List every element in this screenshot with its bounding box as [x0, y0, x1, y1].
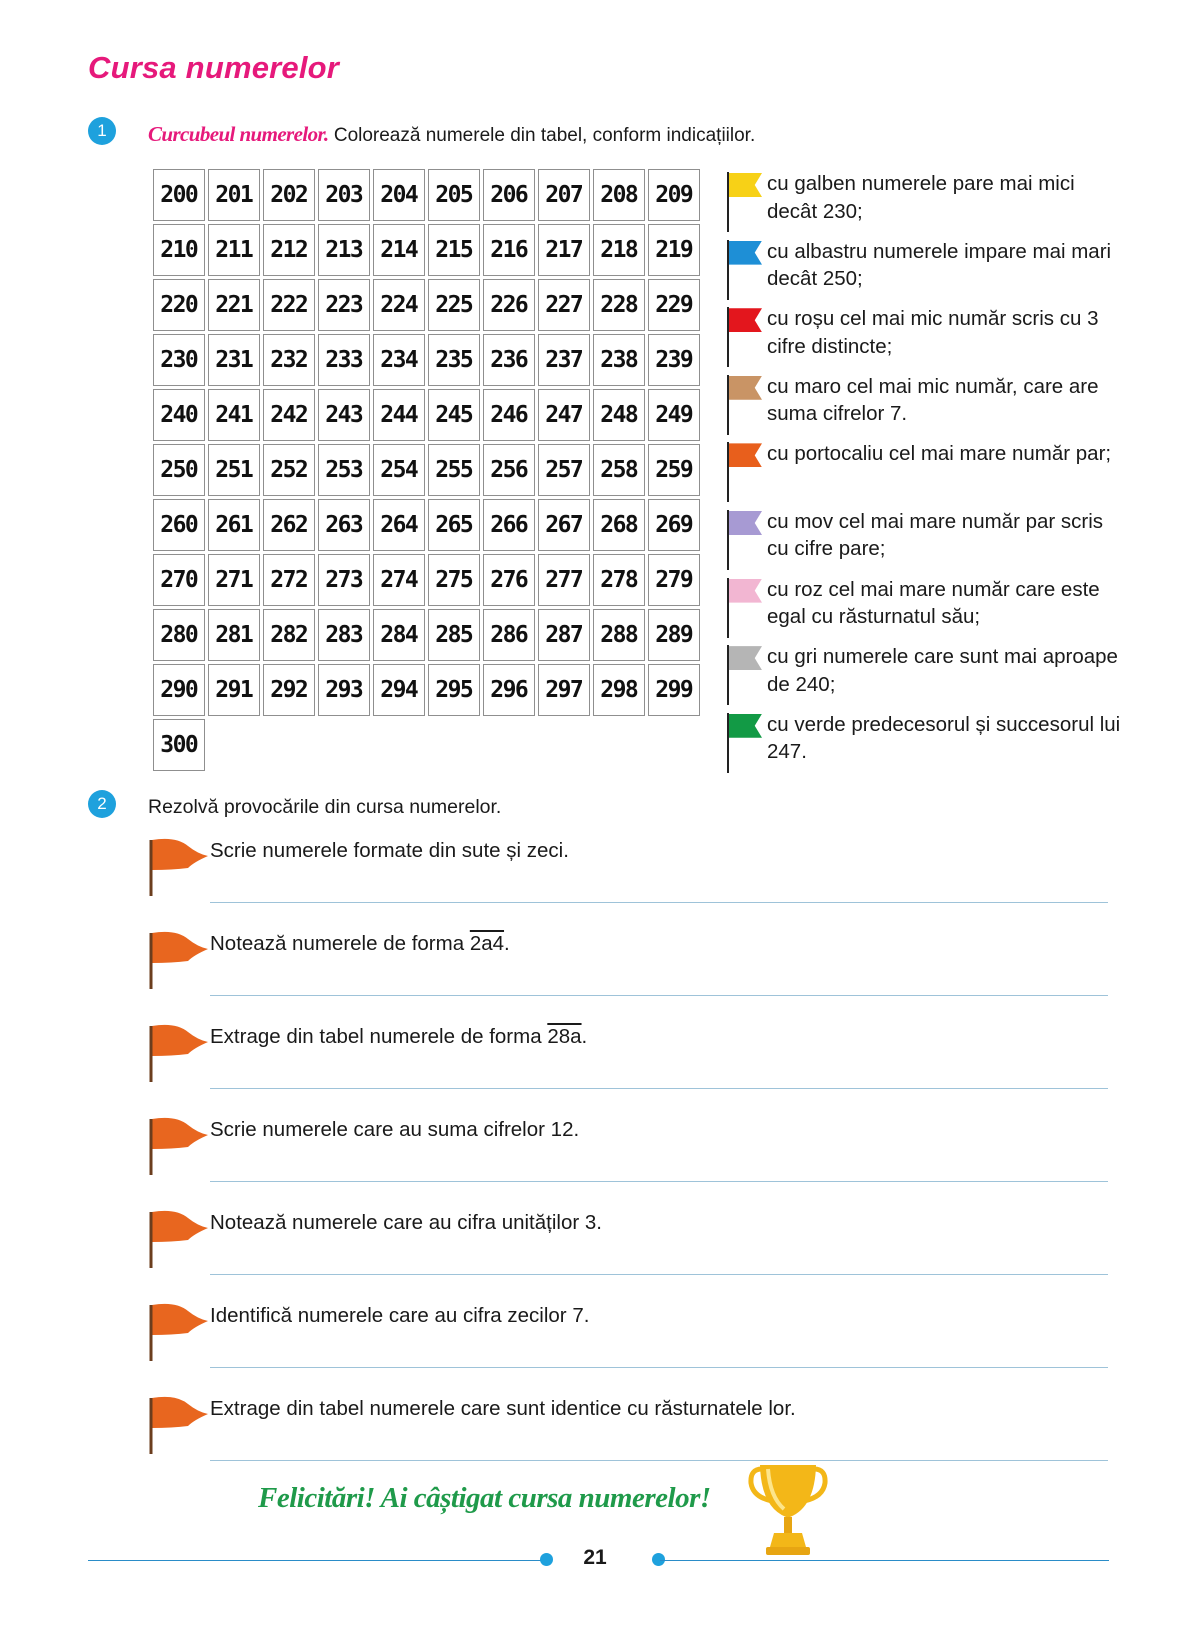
grid-cell[interactable]: 249	[648, 389, 700, 441]
grid-cell[interactable]: 229	[648, 279, 700, 331]
flag-icon	[729, 511, 762, 535]
grid-cell[interactable]: 248	[593, 389, 645, 441]
grid-cell[interactable]: 272	[263, 554, 315, 606]
legend-text: cu roșu cel mai mic număr scris cu 3 cifre distincte;	[767, 307, 1099, 358]
grid-cell[interactable]: 260	[153, 499, 205, 551]
grid-cell[interactable]: 203	[318, 169, 370, 221]
task-suffix: .	[581, 1025, 588, 1048]
grid-cell[interactable]: 285	[428, 609, 480, 661]
flag-pole	[727, 375, 729, 435]
grid-cell[interactable]: 244	[373, 389, 425, 441]
answer-line[interactable]	[210, 1181, 1108, 1182]
grid-cell[interactable]: 222	[263, 279, 315, 331]
answer-line[interactable]	[210, 1367, 1108, 1368]
flag-pole	[727, 578, 729, 638]
task-item	[148, 1022, 1108, 1116]
task-suffix: .	[504, 932, 510, 955]
legend-item	[727, 643, 1127, 711]
legend-item	[727, 305, 1127, 373]
grid-cell[interactable]: 213	[318, 224, 370, 276]
grid-cell[interactable]: 226	[483, 279, 535, 331]
grid-cell[interactable]: 258	[593, 444, 645, 496]
legend-text: cu albastru numerele impare mai mari decât 250;	[767, 239, 1112, 291]
flag-icon	[729, 376, 762, 400]
grid-cell[interactable]: 218	[593, 224, 645, 276]
page-number: 21	[583, 1546, 607, 1569]
number-pattern: 2a4	[469, 932, 505, 955]
flag-icon	[729, 714, 762, 738]
task-label: Scrie numerele formate din sute și zeci.	[210, 839, 569, 862]
grid-cell[interactable]: 256	[483, 444, 535, 496]
grid-cell[interactable]: 205	[428, 169, 480, 221]
legend-item	[727, 238, 1127, 306]
task-text	[210, 1397, 796, 1421]
flag-pole	[727, 645, 729, 705]
grid-cell[interactable]: 251	[208, 444, 260, 496]
exercise-number-badge: 1	[88, 117, 116, 145]
legend-item	[727, 170, 1127, 238]
grid-cell[interactable]: 252	[263, 444, 315, 496]
exercise-1-keyword: Curcubeul numerelor.	[148, 122, 329, 146]
grid-cell[interactable]: 243	[318, 389, 370, 441]
flag-icon	[729, 579, 762, 603]
grid-cell[interactable]: 246	[483, 389, 535, 441]
color-legend	[727, 170, 1127, 778]
grid-cell[interactable]: 242	[263, 389, 315, 441]
grid-cell[interactable]: 273	[318, 554, 370, 606]
grid-cell[interactable]: 296	[483, 664, 535, 716]
grid-cell[interactable]: 253	[318, 444, 370, 496]
legend-item	[727, 440, 1127, 508]
task-label: Extrage din tabel numerele care sunt identice cu răsturnatele lor.	[210, 1397, 796, 1420]
task-text	[210, 932, 510, 956]
grid-cell[interactable]: 240	[153, 389, 205, 441]
grid-cell[interactable]: 284	[373, 609, 425, 661]
task-label: Scrie numerele care au suma cifrelor 12.	[210, 1118, 580, 1141]
exercise-1-instruction	[148, 122, 755, 147]
flag-pole	[727, 307, 729, 367]
grid-cell[interactable]: 265	[428, 499, 480, 551]
task-text	[210, 839, 569, 863]
grid-cell[interactable]: 264	[373, 499, 425, 551]
grid-cell[interactable]: 202	[263, 169, 315, 221]
task-item	[148, 1115, 1108, 1209]
footer-rule-left	[88, 1560, 545, 1561]
flag-icon	[729, 173, 762, 197]
task-item	[148, 836, 1108, 930]
grid-cell[interactable]: 245	[428, 389, 480, 441]
flag-icon	[729, 646, 762, 670]
legend-text: cu verde predecesorul și succesorul lui 247.	[767, 712, 1121, 764]
orange-flag-icon	[148, 836, 208, 898]
legend-item	[727, 711, 1127, 779]
grid-cell[interactable]: 293	[318, 664, 370, 716]
grid-cell[interactable]: 223	[318, 279, 370, 331]
grid-cell[interactable]: 212	[263, 224, 315, 276]
trophy-icon	[748, 1463, 828, 1557]
grid-cell[interactable]: 270	[153, 554, 205, 606]
grid-cell[interactable]: 290	[153, 664, 205, 716]
orange-flag-icon	[148, 1115, 208, 1177]
grid-cell[interactable]: 250	[153, 444, 205, 496]
legend-text: cu mov cel mai mare număr par scris cu cifre pare;	[767, 509, 1104, 561]
grid-cell[interactable]: 224	[373, 279, 425, 331]
number-pattern: 28a	[547, 1025, 582, 1048]
grid-cell[interactable]: 269	[648, 499, 700, 551]
grid-cell[interactable]: 215	[428, 224, 480, 276]
grid-cell[interactable]: 263	[318, 499, 370, 551]
orange-flag-icon	[148, 1208, 208, 1270]
grid-cell[interactable]: 220	[153, 279, 205, 331]
flag-icon	[729, 443, 762, 467]
grid-cell[interactable]: 282	[263, 609, 315, 661]
task-item	[148, 1301, 1108, 1395]
grid-cell[interactable]: 262	[263, 499, 315, 551]
grid-cell[interactable]: 274	[373, 554, 425, 606]
grid-cell[interactable]: 238	[593, 334, 645, 386]
grid-cell[interactable]: 297	[538, 664, 590, 716]
grid-cell[interactable]: 287	[538, 609, 590, 661]
grid-cell[interactable]: 234	[373, 334, 425, 386]
grid-cell[interactable]: 236	[483, 334, 535, 386]
grid-cell[interactable]: 283	[318, 609, 370, 661]
exercise-2-instruction: Rezolvă provocările din cursa numerelor.	[148, 796, 502, 818]
answer-line[interactable]	[210, 995, 1108, 996]
grid-cell[interactable]: 247	[538, 389, 590, 441]
grid-cell[interactable]: 277	[538, 554, 590, 606]
grid-cell[interactable]: 221	[208, 279, 260, 331]
task-item	[148, 1208, 1108, 1302]
footer-dot-left	[540, 1553, 553, 1566]
grid-cell[interactable]: 255	[428, 444, 480, 496]
flag-icon	[729, 308, 762, 332]
legend-item	[727, 576, 1127, 644]
grid-cell[interactable]: 299	[648, 664, 700, 716]
grid-cell[interactable]: 201	[208, 169, 260, 221]
grid-cell[interactable]: 210	[153, 224, 205, 276]
grid-cell[interactable]: 288	[593, 609, 645, 661]
grid-cell[interactable]: 237	[538, 334, 590, 386]
grid-cell[interactable]: 241	[208, 389, 260, 441]
grid-cell[interactable]: 292	[263, 664, 315, 716]
grid-cell[interactable]: 209	[648, 169, 700, 221]
grid-cell[interactable]: 232	[263, 334, 315, 386]
grid-cell[interactable]: 281	[208, 609, 260, 661]
grid-cell[interactable]: 259	[648, 444, 700, 496]
orange-flag-icon	[148, 1022, 208, 1084]
task-text	[210, 1304, 589, 1328]
flag-pole	[727, 172, 729, 232]
task-label: Notează numerele de forma	[210, 932, 470, 955]
grid-cell[interactable]: 280	[153, 609, 205, 661]
grid-cell[interactable]: 268	[593, 499, 645, 551]
grid-cell[interactable]: 235	[428, 334, 480, 386]
grid-cell[interactable]: 257	[538, 444, 590, 496]
grid-cell[interactable]: 267	[538, 499, 590, 551]
grid-cell[interactable]: 291	[208, 664, 260, 716]
task-text	[210, 1118, 579, 1142]
grid-cell[interactable]: 294	[373, 664, 425, 716]
footer-rule-right	[660, 1560, 1109, 1561]
grid-cell[interactable]: 278	[593, 554, 645, 606]
grid-cell[interactable]: 208	[593, 169, 645, 221]
legend-text: cu galben numerele pare mai mici decât 230;	[767, 172, 1075, 223]
grid-cell[interactable]: 300	[153, 719, 205, 771]
grid-cell[interactable]: 216	[483, 224, 535, 276]
task-label: Extrage din tabel numerele de forma	[210, 1025, 548, 1048]
task-label: Identifică numerele care au cifra zecilor 7.	[210, 1304, 590, 1327]
orange-flag-icon	[148, 1394, 208, 1456]
flag-pole	[727, 713, 729, 773]
exercise-1-text: Colorează numerele din tabel, conform indicațiilor.	[328, 125, 756, 146]
grid-cell[interactable]: 276	[483, 554, 535, 606]
task-item	[148, 929, 1108, 1023]
grid-cell[interactable]: 211	[208, 224, 260, 276]
grid-cell[interactable]: 233	[318, 334, 370, 386]
grid-cell[interactable]: 266	[483, 499, 535, 551]
congratulations-message: Felicitări! Ai câștigat cursa numerelor!	[258, 1482, 711, 1514]
grid-cell[interactable]: 214	[373, 224, 425, 276]
grid-cell[interactable]: 239	[648, 334, 700, 386]
orange-flag-icon	[148, 929, 208, 991]
grid-cell[interactable]: 230	[153, 334, 205, 386]
grid-cell[interactable]: 286	[483, 609, 535, 661]
grid-cell[interactable]: 298	[593, 664, 645, 716]
grid-cell[interactable]: 217	[538, 224, 590, 276]
legend-item	[727, 373, 1127, 441]
task-item	[148, 1394, 1108, 1488]
orange-flag-icon	[148, 1301, 208, 1363]
grid-cell[interactable]: 207	[538, 169, 590, 221]
task-text	[210, 1025, 587, 1049]
flag-pole	[727, 442, 729, 502]
legend-text: cu roz cel mai mare număr care este egal cu răsturnatul său;	[767, 577, 1100, 629]
task-label: Notează numerele care au cifra unităților 3.	[210, 1211, 602, 1234]
grid-cell[interactable]: 275	[428, 554, 480, 606]
grid-cell[interactable]: 279	[648, 554, 700, 606]
task-text	[210, 1211, 602, 1235]
grid-cell[interactable]: 225	[428, 279, 480, 331]
grid-cell[interactable]: 219	[648, 224, 700, 276]
grid-cell[interactable]: 254	[373, 444, 425, 496]
number-grid	[153, 169, 703, 771]
grid-cell[interactable]: 204	[373, 169, 425, 221]
grid-cell[interactable]: 271	[208, 554, 260, 606]
answer-line[interactable]	[210, 1274, 1108, 1275]
legend-item	[727, 508, 1127, 576]
flag-pole	[727, 240, 729, 300]
grid-cell[interactable]: 261	[208, 499, 260, 551]
grid-cell[interactable]: 295	[428, 664, 480, 716]
legend-text: cu maro cel mai mic număr, care are suma cifrelor 7.	[767, 374, 1099, 426]
grid-cell[interactable]: 228	[593, 279, 645, 331]
answer-line[interactable]	[210, 902, 1108, 903]
grid-cell[interactable]: 200	[153, 169, 205, 221]
answer-line[interactable]	[210, 1088, 1108, 1089]
flag-pole	[727, 510, 729, 570]
page-title: Cursa numerelor	[88, 50, 340, 85]
legend-text: cu portocaliu cel mai mare număr par;	[767, 442, 1112, 466]
grid-cell[interactable]: 231	[208, 334, 260, 386]
grid-cell[interactable]: 289	[648, 609, 700, 661]
answer-line[interactable]	[210, 1460, 1108, 1461]
grid-cell[interactable]: 227	[538, 279, 590, 331]
grid-cell[interactable]: 206	[483, 169, 535, 221]
legend-text: cu gri numerele care sunt mai aproape de 240;	[767, 645, 1118, 696]
exercise-number-badge: 2	[88, 790, 116, 818]
flag-icon	[729, 241, 762, 265]
